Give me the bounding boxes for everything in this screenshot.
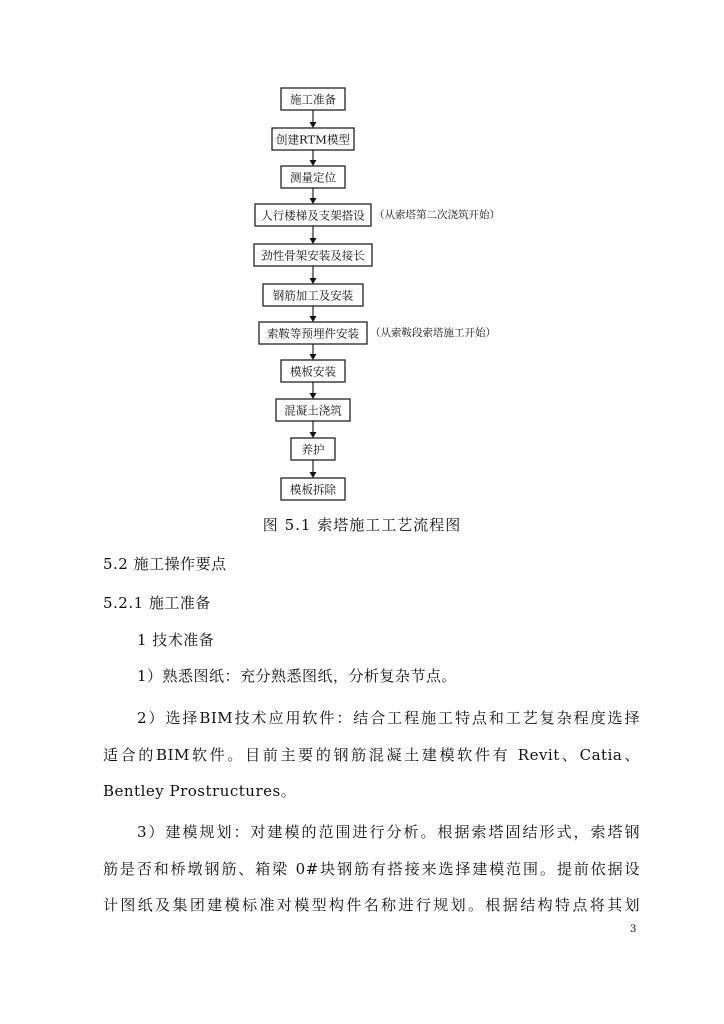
flow-arrow xyxy=(310,188,317,204)
flow-step-label: 创建RTM模型 xyxy=(276,132,350,147)
page-number: 3 xyxy=(630,924,637,935)
paragraph-2-line-1: 2）选择BIM技术应用软件：结合工程施工特点和工艺复杂程度选择 xyxy=(137,709,640,727)
flow-arrow xyxy=(310,110,317,128)
flow-step xyxy=(281,88,345,110)
flow-arrow xyxy=(310,150,317,166)
flow-arrow xyxy=(310,344,317,360)
flow-step xyxy=(254,244,372,266)
flow-step-label: 养护 xyxy=(301,442,325,457)
flow-arrow xyxy=(310,382,317,399)
flow-step-label: 模板安装 xyxy=(290,364,336,379)
flow-arrow xyxy=(310,460,317,478)
flow-step-label: 混凝土浇筑 xyxy=(284,403,342,418)
paragraph-2-line-2: 适合的BIM软件。目前主要的钢筋混凝土建模软件有 Revit、Catia、 xyxy=(103,746,640,764)
flow-arrow xyxy=(310,421,317,438)
flow-step xyxy=(259,322,367,344)
flow-step-label: 人行楼梯及支架搭设 xyxy=(261,208,365,223)
flow-arrow xyxy=(310,306,317,322)
flow-step xyxy=(255,204,371,226)
flow-step-note: （从索鞍段索塔施工开始） xyxy=(370,327,496,339)
flow-step xyxy=(276,399,350,421)
flow-step xyxy=(281,166,345,188)
flow-step-label: 索鞍等预埋件安装 xyxy=(267,326,359,341)
subsection-heading: 5.2.1 施工准备 xyxy=(103,594,211,612)
flow-step xyxy=(272,128,354,150)
figure-caption: 图 5.1 索塔施工工艺流程图 xyxy=(262,516,462,534)
section-heading: 5.2 施工操作要点 xyxy=(103,555,227,573)
item-heading: 1 技术准备 xyxy=(137,631,215,649)
flow-step-note: （从索塔第二次浇筑开始） xyxy=(374,209,500,221)
flow-step xyxy=(291,438,335,460)
flow-step xyxy=(281,478,345,500)
flow-step-label: 劲性骨架安装及接长 xyxy=(261,248,365,263)
flow-arrow xyxy=(310,266,317,284)
flow-step-label: 模板拆除 xyxy=(290,482,336,497)
paragraph-2-line-3: Bentley Prostructures。 xyxy=(103,782,297,800)
flow-arrow xyxy=(310,226,317,244)
flow-step-label: 施工准备 xyxy=(290,92,336,107)
paragraph-3-line-2: 筋是否和桥墩钢筋、箱梁 0#块钢筋有搭接来选择建模范围。提前依据设 xyxy=(103,860,640,878)
paragraph-3-line-3: 计图纸及集团建模标准对模型构件名称进行规划。根据结构特点将其划 xyxy=(103,896,640,914)
flow-step-label: 测量定位 xyxy=(290,170,336,185)
paragraph-3-line-1: 3）建模规划：对建模的范围进行分析。根据索塔固结形式，索塔钢 xyxy=(137,823,640,841)
flow-step-label: 钢筋加工及安装 xyxy=(272,288,354,303)
flow-step xyxy=(281,360,345,382)
flow-step xyxy=(263,284,363,306)
paragraph-1: 1）熟悉图纸：充分熟悉图纸，分析复杂节点。 xyxy=(137,667,458,685)
